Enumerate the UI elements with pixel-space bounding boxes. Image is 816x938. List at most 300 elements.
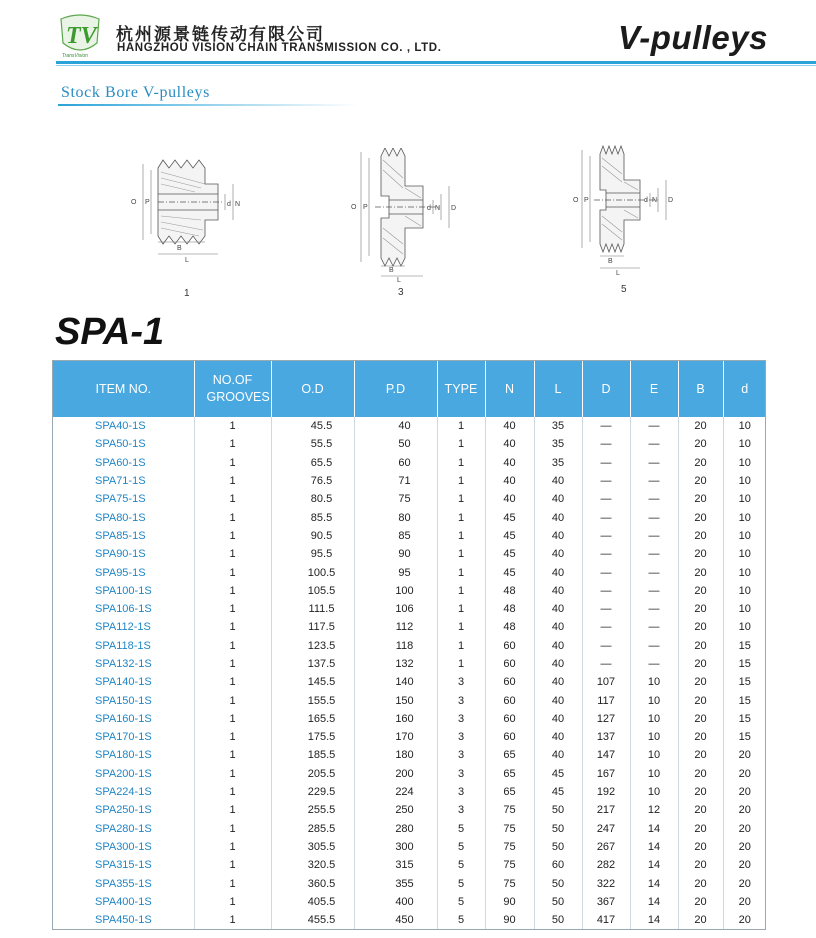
table-row bbox=[53, 783, 766, 801]
table-cell-n: 45 bbox=[485, 545, 534, 563]
header-divider bbox=[56, 61, 816, 64]
table-cell-type: 1 bbox=[437, 490, 485, 508]
logo-text: TV bbox=[66, 23, 97, 49]
item-number-cell: SPA140-1S bbox=[53, 673, 194, 691]
table-cell-d-lower: 10 bbox=[738, 456, 751, 469]
item-number-cell: SPA355-1S bbox=[53, 874, 194, 892]
table-cell-no-of-grooves: 1 bbox=[194, 893, 271, 911]
table-row bbox=[53, 637, 766, 655]
table-row bbox=[53, 527, 766, 545]
table-cell-pd: 132 bbox=[354, 655, 437, 673]
table-cell-l: 40 bbox=[534, 490, 582, 508]
column-header-od: O.D bbox=[271, 361, 354, 417]
table-cell-d-upper: 322 bbox=[582, 874, 630, 892]
table-cell-od: 105.5 bbox=[271, 582, 354, 600]
table-cell-n: 65 bbox=[485, 746, 534, 764]
table-row bbox=[53, 655, 766, 673]
item-number-cell: SPA160-1S bbox=[53, 710, 194, 728]
table-cell-type: 1 bbox=[437, 508, 485, 526]
table-cell-d-upper: — bbox=[582, 508, 630, 526]
item-number-cell: SPA280-1S bbox=[53, 820, 194, 838]
table-cell-type: 1 bbox=[437, 600, 485, 618]
table-cell-d-upper: 267 bbox=[582, 838, 630, 856]
table-cell-d-upper: — bbox=[582, 435, 630, 453]
table-cell-b: 20 bbox=[678, 454, 723, 472]
table-cell-l: 50 bbox=[534, 820, 582, 838]
figure-label-type-1: 1 bbox=[184, 288, 190, 299]
table-cell-no-of-grooves: 1 bbox=[194, 838, 271, 856]
table-cell-e: — bbox=[630, 637, 678, 655]
table-cell-l: 50 bbox=[534, 911, 582, 930]
item-number-cell: SPA40-1S bbox=[53, 417, 194, 435]
table-cell-no-of-grooves: 1 bbox=[194, 728, 271, 746]
table-cell-n: 60 bbox=[485, 673, 534, 691]
table-cell-pd: 250 bbox=[354, 801, 437, 819]
company-logo bbox=[57, 13, 103, 57]
item-number-cell: SPA300-1S bbox=[53, 838, 194, 856]
table-cell-n: 75 bbox=[485, 874, 534, 892]
table-cell-b: 20 bbox=[678, 691, 723, 709]
table-cell-e: 10 bbox=[630, 746, 678, 764]
table-cell-l: 40 bbox=[534, 728, 582, 746]
column-header-l: L bbox=[534, 361, 582, 417]
table-row bbox=[53, 820, 766, 838]
column-header-d-upper: D bbox=[582, 361, 630, 417]
table-cell-d-lower: 20 bbox=[738, 895, 751, 908]
table-cell-d-upper: 282 bbox=[582, 856, 630, 874]
table-cell-e: — bbox=[630, 490, 678, 508]
table-cell-type: 3 bbox=[437, 801, 485, 819]
table-cell-l: 40 bbox=[534, 600, 582, 618]
table-cell-e: — bbox=[630, 600, 678, 618]
table-cell-d-lower: 10 bbox=[738, 603, 751, 616]
svg-text:N: N bbox=[652, 197, 658, 204]
table-cell-d-upper: — bbox=[582, 655, 630, 673]
table-cell-type: 1 bbox=[437, 435, 485, 453]
table-cell-l: 40 bbox=[534, 508, 582, 526]
table-cell-no-of-grooves: 1 bbox=[194, 911, 271, 930]
table-row bbox=[53, 691, 766, 709]
column-header-no-of-grooves: NO.OF GROOVES bbox=[194, 361, 271, 417]
table-cell-pd: 170 bbox=[354, 728, 437, 746]
item-number-cell: SPA400-1S bbox=[53, 893, 194, 911]
table-cell-od: 455.5 bbox=[271, 911, 354, 930]
table-row bbox=[53, 435, 766, 453]
table-cell-no-of-grooves: 1 bbox=[194, 417, 271, 435]
table-row bbox=[53, 582, 766, 600]
item-number-cell: SPA60-1S bbox=[53, 454, 194, 472]
table-row bbox=[53, 417, 766, 435]
table-cell-n: 60 bbox=[485, 710, 534, 728]
table-cell-pd: 60 bbox=[354, 454, 437, 472]
table-cell-pd: 160 bbox=[354, 710, 437, 728]
item-number-cell: SPA132-1S bbox=[53, 655, 194, 673]
table-cell-od: 80.5 bbox=[271, 490, 354, 508]
table-cell-d-lower: 20 bbox=[738, 749, 751, 762]
table-row bbox=[53, 563, 766, 581]
table-cell-b: 20 bbox=[678, 710, 723, 728]
table-cell-d-upper: — bbox=[582, 472, 630, 490]
table-cell-d-lower: 10 bbox=[738, 493, 751, 506]
table-cell-n: 60 bbox=[485, 728, 534, 746]
company-name-chinese: 杭州源景链传动有限公司 bbox=[116, 25, 325, 45]
figure-label-type-3: 3 bbox=[398, 287, 404, 298]
table-cell-l: 50 bbox=[534, 801, 582, 819]
table-cell-no-of-grooves: 1 bbox=[194, 527, 271, 545]
table-cell-b: 20 bbox=[678, 783, 723, 801]
table-cell-pd: 224 bbox=[354, 783, 437, 801]
table-cell-pd: 118 bbox=[354, 637, 437, 655]
table-cell-l: 40 bbox=[534, 710, 582, 728]
table-row bbox=[53, 911, 766, 930]
table-cell-no-of-grooves: 1 bbox=[194, 563, 271, 581]
table-cell-od: 205.5 bbox=[271, 765, 354, 783]
table-cell-d-upper: — bbox=[582, 454, 630, 472]
table-cell-od: 111.5 bbox=[271, 600, 354, 618]
item-number-cell: SPA180-1S bbox=[53, 746, 194, 764]
table-cell-d-lower: 10 bbox=[738, 511, 751, 524]
item-number-cell: SPA80-1S bbox=[53, 508, 194, 526]
column-header-pd: P.D bbox=[354, 361, 437, 417]
table-cell-d-upper: 127 bbox=[582, 710, 630, 728]
table-cell-type: 5 bbox=[437, 838, 485, 856]
table-cell-b: 20 bbox=[678, 801, 723, 819]
table-cell-d-lower: 15 bbox=[738, 639, 751, 652]
table-cell-l: 35 bbox=[534, 454, 582, 472]
svg-text:O: O bbox=[573, 197, 579, 204]
table-cell-d-upper: — bbox=[582, 637, 630, 655]
table-cell-d-upper: 192 bbox=[582, 783, 630, 801]
table-cell-type: 5 bbox=[437, 874, 485, 892]
item-number-cell: SPA170-1S bbox=[53, 728, 194, 746]
table-cell-n: 60 bbox=[485, 691, 534, 709]
table-cell-e: 10 bbox=[630, 710, 678, 728]
table-cell-d-upper: — bbox=[582, 600, 630, 618]
table-cell-n: 60 bbox=[485, 655, 534, 673]
table-cell-d-lower: 20 bbox=[738, 859, 751, 872]
table-cell-od: 155.5 bbox=[271, 691, 354, 709]
table-row bbox=[53, 801, 766, 819]
table-cell-no-of-grooves: 1 bbox=[194, 454, 271, 472]
table-cell-b: 20 bbox=[678, 417, 723, 435]
table-cell-d-upper: 147 bbox=[582, 746, 630, 764]
table-cell-n: 48 bbox=[485, 582, 534, 600]
table-cell-od: 95.5 bbox=[271, 545, 354, 563]
table-cell-e: 10 bbox=[630, 728, 678, 746]
table-cell-n: 48 bbox=[485, 600, 534, 618]
svg-text:N: N bbox=[235, 201, 241, 208]
table-cell-pd: 100 bbox=[354, 582, 437, 600]
table-cell-no-of-grooves: 1 bbox=[194, 490, 271, 508]
table-cell-l: 60 bbox=[534, 856, 582, 874]
table-cell-no-of-grooves: 1 bbox=[194, 710, 271, 728]
item-number-cell: SPA75-1S bbox=[53, 490, 194, 508]
table-cell-n: 40 bbox=[485, 417, 534, 435]
table-cell-d-lower: 20 bbox=[738, 877, 751, 890]
table-cell-no-of-grooves: 1 bbox=[194, 435, 271, 453]
table-cell-type: 1 bbox=[437, 417, 485, 435]
table-cell-type: 1 bbox=[437, 582, 485, 600]
column-header-b: B bbox=[678, 361, 723, 417]
table-cell-od: 165.5 bbox=[271, 710, 354, 728]
table-row bbox=[53, 673, 766, 691]
table-cell-d-upper: 137 bbox=[582, 728, 630, 746]
table-cell-pd: 112 bbox=[354, 618, 437, 636]
table-cell-od: 255.5 bbox=[271, 801, 354, 819]
table-cell-b: 20 bbox=[678, 893, 723, 911]
table-row bbox=[53, 874, 766, 892]
table-cell-no-of-grooves: 1 bbox=[194, 545, 271, 563]
table-cell-l: 40 bbox=[534, 472, 582, 490]
table-cell-b: 20 bbox=[678, 673, 723, 691]
table-cell-n: 65 bbox=[485, 765, 534, 783]
table-row bbox=[53, 454, 766, 472]
table-cell-l: 40 bbox=[534, 563, 582, 581]
table-cell-e: 10 bbox=[630, 673, 678, 691]
table-cell-type: 3 bbox=[437, 728, 485, 746]
table-cell-type: 1 bbox=[437, 618, 485, 636]
pulley-drawing-type-5 bbox=[570, 144, 680, 279]
column-header-d-lower: d bbox=[723, 361, 766, 417]
table-cell-pd: 85 bbox=[354, 527, 437, 545]
table-cell-no-of-grooves: 1 bbox=[194, 655, 271, 673]
section-underline bbox=[58, 104, 358, 106]
item-number-cell: SPA85-1S bbox=[53, 527, 194, 545]
table-cell-od: 117.5 bbox=[271, 618, 354, 636]
table-cell-n: 40 bbox=[485, 435, 534, 453]
table-cell-type: 5 bbox=[437, 911, 485, 930]
svg-text:P: P bbox=[363, 204, 368, 211]
table-cell-d-upper: — bbox=[582, 490, 630, 508]
table-cell-d-lower: 10 bbox=[738, 621, 751, 634]
table-cell-d-upper: — bbox=[582, 527, 630, 545]
table-cell-pd: 200 bbox=[354, 765, 437, 783]
table-cell-l: 50 bbox=[534, 838, 582, 856]
table-row bbox=[53, 490, 766, 508]
svg-text:P: P bbox=[584, 197, 589, 204]
table-cell-b: 20 bbox=[678, 746, 723, 764]
table-cell-b: 20 bbox=[678, 856, 723, 874]
table-cell-no-of-grooves: 1 bbox=[194, 783, 271, 801]
table-cell-d-lower: 10 bbox=[738, 584, 751, 597]
table-cell-e: — bbox=[630, 527, 678, 545]
table-row bbox=[53, 765, 766, 783]
svg-text:L: L bbox=[616, 270, 620, 277]
item-number-cell: SPA315-1S bbox=[53, 856, 194, 874]
item-number-cell: SPA450-1S bbox=[53, 911, 194, 930]
table-cell-type: 1 bbox=[437, 454, 485, 472]
table-cell-n: 90 bbox=[485, 893, 534, 911]
table-cell-d-lower: 20 bbox=[723, 911, 766, 930]
svg-text:O: O bbox=[351, 204, 357, 211]
table-cell-e: — bbox=[630, 508, 678, 526]
table-cell-no-of-grooves: 1 bbox=[194, 874, 271, 892]
table-cell-l: 50 bbox=[534, 893, 582, 911]
table-cell-b: 20 bbox=[678, 874, 723, 892]
table-row bbox=[53, 472, 766, 490]
table-cell-od: 137.5 bbox=[271, 655, 354, 673]
table-cell-d-upper: — bbox=[582, 618, 630, 636]
table-cell-no-of-grooves: 1 bbox=[194, 801, 271, 819]
table-cell-no-of-grooves: 1 bbox=[194, 746, 271, 764]
table-cell-pd: 50 bbox=[354, 435, 437, 453]
table-cell-n: 40 bbox=[485, 490, 534, 508]
svg-text:d: d bbox=[644, 197, 648, 204]
table-cell-d-lower: 10 bbox=[738, 548, 751, 561]
table-cell-b: 20 bbox=[678, 582, 723, 600]
table-cell-b: 20 bbox=[678, 765, 723, 783]
table-cell-b: 20 bbox=[678, 527, 723, 545]
company-name-english: HANGZHOU VISION CHAIN TRANSMISSION CO. , LTD. bbox=[117, 42, 442, 54]
table-cell-d-upper: 107 bbox=[582, 673, 630, 691]
table-cell-b: 20 bbox=[678, 838, 723, 856]
table-cell-l: 50 bbox=[534, 874, 582, 892]
table-row bbox=[53, 893, 766, 911]
table-cell-e: — bbox=[630, 545, 678, 563]
table-cell-no-of-grooves: 1 bbox=[194, 472, 271, 490]
item-number-cell: SPA90-1S bbox=[53, 545, 194, 563]
table-cell-d-lower: 15 bbox=[738, 676, 751, 689]
item-number-cell: SPA118-1S bbox=[53, 637, 194, 655]
table-cell-od: 320.5 bbox=[271, 856, 354, 874]
table-cell-od: 90.5 bbox=[271, 527, 354, 545]
table-cell-b: 20 bbox=[678, 563, 723, 581]
table-cell-pd: 400 bbox=[354, 893, 437, 911]
table-cell-d-lower: 10 bbox=[738, 438, 751, 451]
table-cell-od: 123.5 bbox=[271, 637, 354, 655]
table-cell-b: 20 bbox=[678, 911, 723, 930]
table-cell-l: 40 bbox=[534, 746, 582, 764]
table-cell-d-lower: 20 bbox=[738, 767, 751, 780]
table-cell-d-upper: 217 bbox=[582, 801, 630, 819]
table-cell-d-lower: 20 bbox=[738, 822, 751, 835]
item-number-cell: SPA112-1S bbox=[53, 618, 194, 636]
table-cell-l: 40 bbox=[534, 582, 582, 600]
table-cell-pd: 355 bbox=[354, 874, 437, 892]
table-row bbox=[53, 618, 766, 636]
table-cell-no-of-grooves: 1 bbox=[194, 508, 271, 526]
svg-text:O: O bbox=[131, 199, 137, 206]
table-cell-type: 3 bbox=[437, 691, 485, 709]
table-cell-type: 3 bbox=[437, 673, 485, 691]
table-cell-d-upper: 167 bbox=[582, 765, 630, 783]
table-cell-pd: 106 bbox=[354, 600, 437, 618]
table-cell-od: 45.5 bbox=[271, 417, 354, 435]
table-cell-pd: 150 bbox=[354, 691, 437, 709]
table-cell-od: 65.5 bbox=[271, 454, 354, 472]
table-cell-e: 14 bbox=[630, 911, 678, 930]
table-title: SPA-1 bbox=[55, 311, 165, 353]
table-cell-e: — bbox=[630, 563, 678, 581]
header-divider-thin bbox=[56, 65, 816, 66]
table-cell-od: 85.5 bbox=[271, 508, 354, 526]
table-cell-od: 285.5 bbox=[271, 820, 354, 838]
table-cell-e: 12 bbox=[630, 801, 678, 819]
table-cell-d-lower: 15 bbox=[738, 712, 751, 725]
table-cell-od: 145.5 bbox=[271, 673, 354, 691]
table-cell-n: 40 bbox=[485, 472, 534, 490]
table-cell-d-upper: 247 bbox=[582, 820, 630, 838]
table-cell-type: 1 bbox=[437, 545, 485, 563]
table-cell-e: — bbox=[630, 417, 678, 435]
item-number-cell: SPA71-1S bbox=[53, 472, 194, 490]
table-cell-d-lower: 20 bbox=[738, 786, 751, 799]
item-number-cell: SPA150-1S bbox=[53, 691, 194, 709]
table-cell-od: 55.5 bbox=[271, 435, 354, 453]
table-cell-d-upper: — bbox=[582, 417, 630, 435]
table-header-row bbox=[53, 361, 766, 417]
table-cell-b: 20 bbox=[678, 472, 723, 490]
table-cell-od: 360.5 bbox=[271, 874, 354, 892]
logo-subtext: TransVision bbox=[62, 53, 88, 59]
table-cell-d-upper: — bbox=[582, 563, 630, 581]
table-cell-d-upper: — bbox=[582, 545, 630, 563]
table-cell-type: 1 bbox=[437, 637, 485, 655]
svg-text:P: P bbox=[145, 199, 150, 206]
table-cell-d-lower: 20 bbox=[738, 840, 751, 853]
table-cell-type: 3 bbox=[437, 710, 485, 728]
table-cell-type: 3 bbox=[437, 783, 485, 801]
table-cell-e: 10 bbox=[630, 765, 678, 783]
item-number-cell: SPA100-1S bbox=[53, 582, 194, 600]
table-cell-od: 175.5 bbox=[271, 728, 354, 746]
table-cell-type: 5 bbox=[437, 856, 485, 874]
svg-text:N: N bbox=[435, 205, 441, 212]
table-cell-b: 20 bbox=[678, 508, 723, 526]
table-cell-d-lower: 10 bbox=[738, 529, 751, 542]
item-number-cell: SPA200-1S bbox=[53, 765, 194, 783]
table-cell-e: 14 bbox=[630, 893, 678, 911]
table-cell-n: 75 bbox=[485, 856, 534, 874]
table-row bbox=[53, 838, 766, 856]
table-cell-n: 60 bbox=[485, 637, 534, 655]
table-cell-e: 14 bbox=[630, 820, 678, 838]
table-cell-od: 305.5 bbox=[271, 838, 354, 856]
section-title: Stock Bore V-pulleys bbox=[61, 84, 210, 101]
pulley-drawing-type-3 bbox=[345, 148, 465, 283]
table-cell-no-of-grooves: 1 bbox=[194, 673, 271, 691]
table-cell-l: 40 bbox=[534, 545, 582, 563]
table-cell-n: 40 bbox=[485, 454, 534, 472]
table-cell-type: 5 bbox=[437, 820, 485, 838]
table-cell-b: 20 bbox=[678, 618, 723, 636]
table-cell-d-lower: 10 bbox=[738, 566, 751, 579]
table-cell-e: 14 bbox=[630, 838, 678, 856]
table-cell-d-lower: 20 bbox=[738, 804, 751, 817]
table-cell-pd: 75 bbox=[354, 490, 437, 508]
table-row bbox=[53, 545, 766, 563]
table-cell-type: 1 bbox=[437, 563, 485, 581]
table-cell-l: 45 bbox=[534, 765, 582, 783]
table-cell-pd: 71 bbox=[354, 472, 437, 490]
svg-text:d: d bbox=[427, 205, 431, 212]
item-number-cell: SPA95-1S bbox=[53, 563, 194, 581]
table-cell-d-lower: 10 bbox=[738, 475, 751, 488]
table-cell-pd: 140 bbox=[354, 673, 437, 691]
table-cell-n: 45 bbox=[485, 527, 534, 545]
table-cell-n: 75 bbox=[485, 820, 534, 838]
table-cell-b: 20 bbox=[678, 545, 723, 563]
table-row bbox=[53, 856, 766, 874]
table-cell-n: 45 bbox=[485, 563, 534, 581]
table-cell-l: 40 bbox=[534, 527, 582, 545]
table-cell-pd: 315 bbox=[354, 856, 437, 874]
table-cell-l: 35 bbox=[534, 417, 582, 435]
item-number-cell: SPA50-1S bbox=[53, 435, 194, 453]
table-cell-no-of-grooves: 1 bbox=[194, 582, 271, 600]
figure-label-type-5: 5 bbox=[621, 284, 627, 295]
table-cell-l: 40 bbox=[534, 655, 582, 673]
